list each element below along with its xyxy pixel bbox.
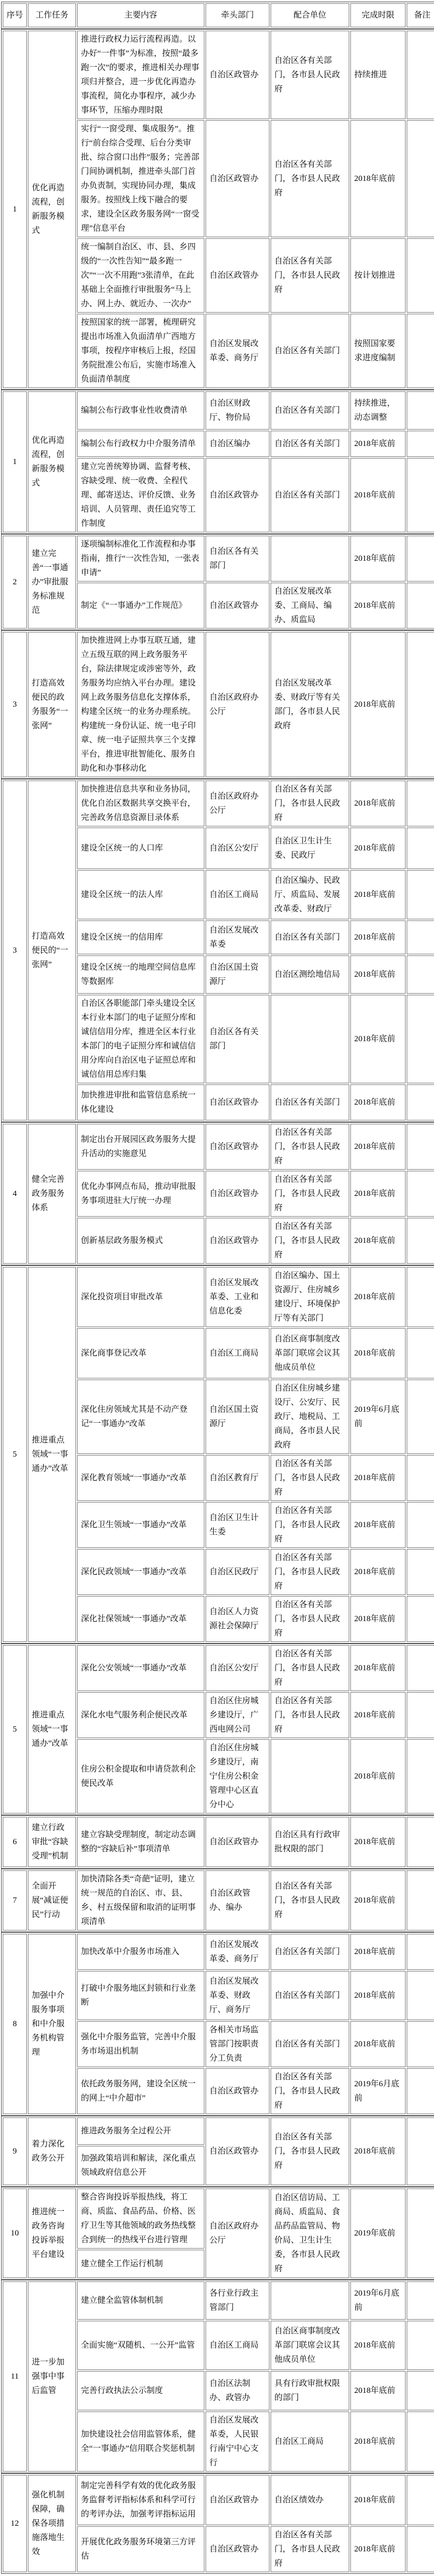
content-cell: 按照国家的统一部署，梳理研究提出市场准入负面清单广西地方事项，按程序审核后上报，经国务院批准公布后，实施市场准入负面清单制度 — [77, 314, 204, 388]
note-cell — [407, 2371, 434, 2410]
content-cell: 强化中介服务监管，完善中介服务市场退出机制 — [77, 2021, 204, 2067]
deadline-cell: 2018年底前 — [350, 1455, 406, 1501]
support-unit-cell: 自治区信访局、工商局、质监局、食品药品监管局、物价局、卫生计生委，各市县人民政府 — [271, 2188, 349, 2278]
lead-dept-cell: 自治区政府办公厅 — [206, 781, 269, 826]
task-cell: 强化机制保障，确保各项措施落地生效 — [28, 2475, 76, 2572]
note-cell — [407, 1549, 434, 1595]
support-unit-cell: 自治区各有关部门，各市县人民政府 — [271, 1171, 349, 1217]
table-row — [3, 2117, 434, 2145]
lead-dept-cell: 自治区民政厅 — [206, 1549, 269, 1595]
note-cell — [407, 781, 434, 826]
content-cell: 优化办事网点布局，推动审批服务事项进驻大厅统一办理 — [77, 1171, 204, 1217]
lead-dept-cell: 自治区各有关部门 — [206, 536, 269, 582]
note-cell — [407, 2526, 434, 2572]
support-unit-cell: 自治区商事制度改革部门联席会议其他成员单位 — [271, 1328, 349, 1378]
content-cell: 加快清除各类“奇葩”证明，建立统一规范的自治区、市、县、乡、村五级保留和取消的证明事项清单 — [77, 1870, 204, 1930]
deadline-cell: 2018年底前 — [350, 920, 406, 954]
support-unit-cell: 自治区编办、民政厅、质监局、发展改革委、财政厅 — [271, 870, 349, 919]
lead-dept-cell: 自治区政管办 — [206, 1218, 269, 1264]
lead-dept-cell: 自治区发展改革委，人民银行南宁中心支行 — [206, 2411, 269, 2472]
lead-dept-cell: 自治区发展改革委、财政厅、商务厅 — [206, 1971, 269, 2020]
table-section-12 — [1, 2116, 434, 2187]
task-cell: 推进统一政务咨询投诉举报平台建设 — [28, 2188, 76, 2278]
table-section-4 — [1, 630, 434, 779]
lead-dept-cell: 自治区编办 — [206, 431, 269, 457]
support-unit-cell: 自治区商事制度改革部门联席会议其他成员单位 — [271, 2321, 349, 2370]
content-cell: 依托政务服务网，建设全区统一的网上“中介超市” — [77, 2068, 204, 2114]
note-cell — [407, 1645, 434, 1691]
deadline-cell: 2018年底前 — [350, 1934, 406, 1970]
content-cell: 逐项编制标准化工作流程和办事指南，推行“一次性告知，一张表申请” — [77, 536, 204, 582]
content-cell: 深化教育领域“一事通办”改革 — [77, 1455, 204, 1501]
note-cell — [407, 31, 434, 119]
task-cell: 打造高效便民的政务服务“一张网” — [28, 632, 76, 777]
header-row — [3, 3, 434, 27]
task-cell: 全面开展“减证便民”行动 — [28, 1870, 76, 1930]
note-cell — [407, 2068, 434, 2114]
deadline-cell: 2018年底前 — [350, 1267, 406, 1327]
table-row — [3, 536, 434, 582]
support-unit-cell: 自治区绩效办 — [271, 2475, 349, 2525]
task-cell: 打造高效便民的“一张网” — [28, 781, 76, 1120]
lead-dept-cell: 自治区发展改革委 — [206, 920, 269, 954]
support-unit-cell: 自治区各有关部门 — [271, 431, 349, 457]
content-cell: 整合咨询投诉举报热线，将工商、质监、食品药品、价格、医疗卫生等其他领域的政务热线整合到统一的热线平台进行管理 — [77, 2188, 204, 2249]
deadline-cell: 2018年底前 — [350, 1084, 406, 1120]
note-cell — [407, 2321, 434, 2370]
content-cell: 深化民政领域“一事通办”改革 — [77, 1549, 204, 1595]
table-section-8 — [1, 1644, 434, 1815]
table-section-10 — [1, 1869, 434, 1932]
content-cell: 全面实施“双随机、一公开”监管 — [77, 2321, 204, 2370]
note-cell — [407, 1739, 434, 1814]
lead-dept-cell: 自治区卫生计生委 — [206, 1502, 269, 1548]
lead-dept-cell: 自治区公安厅 — [206, 1645, 269, 1691]
column-header-task: 工作任务 — [28, 3, 76, 27]
note-cell — [407, 120, 434, 237]
deadline-cell: 2019年6月底前 — [350, 1380, 406, 1454]
row-number: 4 — [3, 1124, 27, 1264]
row-number: 10 — [3, 2188, 27, 2278]
lead-dept-cell: 自治区住房城乡建设厅，广西电网公司 — [206, 1692, 269, 1738]
support-unit-cell: 自治区各有关部门，各市县人民政府 — [271, 120, 349, 237]
table-row — [3, 1817, 434, 1867]
support-unit-cell: 自治区各有关部门，各市县人民政府 — [271, 1870, 349, 1930]
content-cell: 住房公积金提取和申请贷款利企便民改革 — [77, 1739, 204, 1814]
deadline-cell: 2018年底前 — [350, 955, 406, 994]
deadline-cell: 2018年底前 — [350, 2021, 406, 2067]
deadline-cell: 2018年底前 — [350, 828, 406, 869]
lead-dept-cell: 各相关市场监管部门按职责分工负责 — [206, 2021, 269, 2067]
lead-dept-cell: 自治区国土资源厅 — [206, 1380, 269, 1454]
note-cell — [407, 995, 434, 1083]
deadline-cell: 持续推进，动态调整 — [350, 391, 406, 430]
content-cell: 制定出台开展园区政务服务大提升活动的实施意见 — [77, 1124, 204, 1170]
content-cell: 编制公布行政事业性收费清单 — [77, 391, 204, 430]
lead-dept-cell: 自治区公安厅 — [206, 828, 269, 869]
table-row — [3, 2281, 434, 2320]
support-unit-cell: 自治区各有关部门，各市县人民政府 — [271, 781, 349, 826]
lead-dept-cell: 自治区政管办 — [206, 2117, 269, 2185]
content-cell: 制定《“一事通办”工作规范》 — [77, 583, 204, 629]
content-cell: 深化商事登记改革 — [77, 1328, 204, 1378]
note-cell — [407, 1971, 434, 2020]
table-section-5 — [1, 779, 434, 1122]
support-unit-cell: 自治区具有行政审批权限的部门 — [271, 1817, 349, 1867]
table-section-3 — [1, 534, 434, 630]
lead-dept-cell: 自治区财政厅、物价局 — [206, 391, 269, 430]
lead-dept-cell: 自治区政管办 — [206, 2526, 269, 2572]
row-number: 9 — [3, 2117, 27, 2185]
note-cell — [407, 920, 434, 954]
deadline-cell: 2018年底前 — [350, 781, 406, 826]
note-cell — [407, 431, 434, 457]
support-unit-cell: 自治区各有关部门，各市县人民政府 — [271, 1218, 349, 1264]
content-cell: 制定完善科学有效的优化政务服务监督考评指标体系和科学可行的考评办法，加强考评指标运用 — [77, 2475, 204, 2525]
content-cell: 开展优化政务服务环境第三方评估 — [77, 2526, 204, 2572]
table-row — [3, 1267, 434, 1327]
support-unit-cell: 自治区各有关部门，各市县人民政府 — [271, 2068, 349, 2114]
lead-dept-cell: 各行业行政主管部门 — [206, 2281, 269, 2320]
row-number: 5 — [3, 1267, 27, 1642]
support-unit-cell: 自治区各有关部门 — [271, 314, 349, 388]
content-cell: 深化水电气服务利企便民改革 — [77, 1692, 204, 1738]
deadline-cell: 2019年6月底前 — [350, 2281, 406, 2320]
deadline-cell: 2018年底前 — [350, 2526, 406, 2572]
lead-dept-cell: 自治区发展改革委、工业和信息化委 — [206, 1267, 269, 1327]
table-section-15 — [1, 2473, 434, 2574]
deadline-cell: 2018年底前 — [350, 1692, 406, 1738]
lead-dept-cell: 自治区发展改革委、商务厅 — [206, 1934, 269, 1970]
column-header-content: 主要内容 — [77, 3, 204, 27]
support-unit-cell — [271, 536, 349, 582]
note-cell — [407, 2281, 434, 2320]
table-section-9 — [1, 1815, 434, 1869]
table-row — [3, 2475, 434, 2525]
table-section-6 — [1, 1122, 434, 1265]
note-cell — [407, 391, 434, 430]
lead-dept-cell: 自治区政管办 — [206, 1171, 269, 1217]
row-number: 1 — [3, 391, 27, 532]
deadline-cell: 2018年底前 — [350, 583, 406, 629]
lead-dept-cell: 自治区政管办 — [206, 2475, 269, 2525]
lead-dept-cell: 自治区各有关部门 — [206, 995, 269, 1083]
deadline-cell: 2018年底前 — [350, 1645, 406, 1691]
support-unit-cell: 自治区各有关部门，各市县人民政府 — [271, 1549, 349, 1595]
deadline-cell: 2018年底前 — [350, 2475, 406, 2525]
lead-dept-cell: 自治区政管办 — [206, 458, 269, 532]
content-cell: 深化投资项目审批改革 — [77, 1267, 204, 1327]
note-cell — [407, 2411, 434, 2472]
note-cell — [407, 314, 434, 388]
note-cell — [407, 1328, 434, 1378]
task-cell: 加强中介服务事项和中介服务机构管理 — [28, 1934, 76, 2114]
row-number: 11 — [3, 2281, 27, 2472]
content-cell: 建设全区统一的信用库 — [77, 920, 204, 954]
note-cell — [407, 828, 434, 869]
note-cell — [407, 1455, 434, 1501]
content-cell: 建立容缺受理制度，制定动态调整的“容缺后补”事项清单 — [77, 1817, 204, 1867]
row-number: 1 — [3, 31, 27, 388]
content-cell: 加快建设社会信用监管体系，健全“一事通办”信用联合奖惩机制 — [77, 2411, 204, 2472]
support-unit-cell: 自治区各有关部门，各市县人民政府 — [271, 1502, 349, 1548]
row-number: 12 — [3, 2475, 27, 2572]
deadline-cell: 2018年底前 — [350, 632, 406, 777]
deadline-cell: 2018年底前 — [350, 1817, 406, 1867]
deadline-cell: 2018年底前 — [350, 536, 406, 582]
row-number: 5 — [3, 1645, 27, 1814]
deadline-cell: 2018年底前 — [350, 995, 406, 1083]
deadline-cell: 2018年底前 — [350, 1596, 406, 1642]
lead-dept-cell: 自治区政管办 — [206, 2068, 269, 2114]
lead-dept-cell: 自治区发展改革委、商务厅 — [206, 314, 269, 388]
deadline-cell: 按计划推进 — [350, 238, 406, 313]
table-row — [3, 781, 434, 826]
deadline-cell: 2018年底前 — [350, 1739, 406, 1814]
table-section-11 — [1, 1932, 434, 2116]
note-cell — [407, 2188, 434, 2278]
deadline-cell: 2018年底前 — [350, 2321, 406, 2370]
row-number: 2 — [3, 536, 27, 629]
lead-dept-cell: 自治区工商局 — [206, 1328, 269, 1378]
content-cell: 加快推进网上办事互联互通，建立五级互联的网上政务服务平台，除法律规定或涉密等外，政务服务均应纳入平台办理。建设网上政务服务信息化支撑体系，构建全区统一的业务办理系统。构建统一身份认证、统一电子印章、统一电子证照共享三个支撑平台，推进审批智能化、服务自助化和办事移动化 — [77, 632, 204, 777]
deadline-cell: 2018年底前 — [350, 1328, 406, 1378]
content-cell: 建设全区统一的地理空间信息库等数据库 — [77, 955, 204, 994]
note-cell — [407, 1267, 434, 1327]
support-unit-cell: 自治区各有关部门，各市县人民政府 — [271, 238, 349, 313]
content-cell: 实行“一窗受理、集成服务”。推行“前台综合受理、后台分类审批、综合窗口出件”服务；完善部门间协调机制，推进牵头部门首办负责制，实现协同办理，集成服务。按照线上线下融合的要求，建设全区政务服务网“一窗受理”信息平台 — [77, 120, 204, 237]
content-cell: 加快推进信息共享和业务协同，优化自治区数据共享交换平台，完善政务信息资源目录体系 — [77, 781, 204, 826]
lead-dept-cell: 自治区工商局 — [206, 2321, 269, 2370]
lead-dept-cell: 自治区政府办公厅 — [206, 2188, 269, 2278]
content-cell: 建设全区统一的人口库 — [77, 828, 204, 869]
note-cell — [407, 1084, 434, 1120]
note-cell — [407, 955, 434, 994]
support-unit-cell: 自治区各有关部门，各市县人民政府 — [271, 2526, 349, 2572]
content-cell: 建立完善统筹协调、监督考核、容缺受理、统一收费、全程代理、邮寄送达、评价反馈、业务培训、人员管理、责任追究等工作制度 — [77, 458, 204, 532]
support-unit-cell: 自治区各有关部门 — [271, 391, 349, 430]
lead-dept-cell: 自治区政管办 — [206, 1084, 269, 1120]
deadline-cell: 2018年底前 — [350, 120, 406, 237]
deadline-cell: 2018年底前 — [350, 1870, 406, 1930]
support-unit-cell: 自治区各有关部门 — [271, 1084, 349, 1120]
support-unit-cell: 自治区各有关部门，各市县人民政府 — [271, 2117, 349, 2185]
content-cell: 建立健全工作运行机制 — [77, 2250, 204, 2278]
note-cell — [407, 1124, 434, 1170]
content-cell: 创新基层政务服务模式 — [77, 1218, 204, 1264]
content-cell: 加强政策培训和解读，深化重点领域政府信息公开 — [77, 2146, 204, 2185]
lead-dept-cell: 自治区国土资源厅 — [206, 955, 269, 994]
note-cell — [407, 2475, 434, 2525]
table-row — [3, 1124, 434, 1170]
table-row — [3, 1934, 434, 1970]
note-cell — [407, 458, 434, 532]
support-unit-cell: 自治区各有关部门 — [271, 1971, 349, 2020]
support-unit-cell: 自治区各有关部门，各市县人民政府 — [271, 1645, 349, 1691]
content-cell: 建立健全监管体制机制 — [77, 2281, 204, 2320]
deadline-cell: 2018年底前 — [350, 431, 406, 457]
note-cell — [407, 1171, 434, 1217]
table-row — [3, 391, 434, 430]
support-unit-cell — [271, 2281, 349, 2320]
content-cell: 推进政务服务全过程公开 — [77, 2117, 204, 2145]
lead-dept-cell: 自治区住房城乡建设厅，南宁住房公积金管理中心区直分中心 — [206, 1739, 269, 1814]
content-cell: 加快改革中介服务市场准入 — [77, 1934, 204, 1970]
lead-dept-cell: 自治区政管办 — [206, 583, 269, 629]
content-cell: 推进行政权力运行流程再造。以办好“一件事”为标准，按照“最多跑一次”的要求，推进相关办理事项归并整合，进一步优化再造办事流程，简化办事程序，减少办事环节，压缩办理时限 — [77, 31, 204, 119]
note-cell — [407, 536, 434, 582]
support-unit-cell: 自治区各有关部门 — [271, 1934, 349, 1970]
support-unit-cell: 自治区各有关部门 — [271, 920, 349, 954]
content-cell: 深化公安领域“一事通办”改革 — [77, 1645, 204, 1691]
deadline-cell: 2018年底前 — [350, 1502, 406, 1548]
row-number: 3 — [3, 632, 27, 777]
lead-dept-cell: 自治区政管办 — [206, 238, 269, 313]
deadline-cell: 2018年底前 — [350, 2371, 406, 2410]
deadline-cell: 按照国家要求进度编制 — [350, 314, 406, 388]
row-number: 8 — [3, 1934, 27, 2114]
note-cell — [407, 2117, 434, 2185]
lead-dept-cell: 自治区人力资源社会保障厅 — [206, 1596, 269, 1642]
task-cell: 建立行政审批“容缺受理”机制 — [28, 1817, 76, 1867]
deadline-cell: 2019年6月底前 — [350, 2068, 406, 2114]
row-number: 7 — [3, 1870, 27, 1930]
note-cell — [407, 1870, 434, 1930]
task-cell: 优化再造流程，创新服务模式 — [28, 31, 76, 388]
lead-dept-cell: 自治区工商局 — [206, 870, 269, 919]
lead-dept-cell: 自治区法制办、政管办 — [206, 2371, 269, 2410]
support-unit-cell: 自治区编办、国土资源厅、住房城乡建设厅、环境保护厅等有关部门 — [271, 1267, 349, 1327]
note-cell — [407, 1218, 434, 1264]
task-cell: 进一步加强事中事后监管 — [28, 2281, 76, 2472]
lead-dept-cell: 自治区政管办 — [206, 1124, 269, 1170]
content-cell: 深化社保领域“一事通办”改革 — [77, 1596, 204, 1642]
table-header — [1, 2, 434, 29]
note-cell — [407, 2021, 434, 2067]
task-cell: 着力深化政务公开 — [28, 2117, 76, 2185]
task-cell: 健全完善政务服务体系 — [28, 1124, 76, 1264]
table-section-14 — [1, 2280, 434, 2473]
table-row — [3, 31, 434, 119]
note-cell — [407, 1817, 434, 1867]
note-cell — [407, 870, 434, 919]
note-cell — [407, 583, 434, 629]
support-unit-cell: 自治区各有关部门 — [271, 458, 349, 532]
table-row — [3, 1645, 434, 1691]
deadline-cell: 2018年底前 — [350, 2411, 406, 2472]
deadline-cell: 2019年底前 — [350, 2188, 406, 2278]
support-unit-cell: 自治区工商局 — [271, 2411, 349, 2472]
support-unit-cell: 自治区发展改革委、工商局、编办、质监局 — [271, 583, 349, 629]
task-cell: 建立完善“一事通办”审批服务标准规范 — [28, 536, 76, 629]
deadline-cell: 2018年底前 — [350, 2117, 406, 2185]
deadline-cell: 2018年底前 — [350, 1124, 406, 1170]
content-cell: 深化卫生领域“一事通办”改革 — [77, 1502, 204, 1548]
note-cell — [407, 238, 434, 313]
lead-dept-cell: 自治区政管办、编办 — [206, 1870, 269, 1930]
support-unit-cell: 自治区测绘地信局 — [271, 955, 349, 994]
column-header-no: 序号 — [3, 3, 27, 27]
support-unit-cell: 具有行政审批权限的部门 — [271, 2371, 349, 2410]
note-cell — [407, 632, 434, 777]
support-unit-cell: 自治区住房城乡建设厅、公安厅、民政厅、地税局、工商局，各市县人民政府 — [271, 1380, 349, 1454]
content-cell: 统一编制自治区、市、县、乡四级的“一次性告知”“最多跑一次”“一次不用跑”3张清单，在此基础上全面推行审批服务“马上办、网上办、就近办、一次办” — [77, 238, 204, 313]
content-cell: 建设全区统一的法人库 — [77, 870, 204, 919]
content-cell: 编制公布行政权力中介服务清单 — [77, 431, 204, 457]
column-header-support: 配合单位 — [271, 3, 349, 27]
content-cell: 加快推进审批和监管信息系统一体化建设 — [77, 1084, 204, 1120]
deadline-cell: 持续推进 — [350, 31, 406, 119]
table-section-13 — [1, 2187, 434, 2280]
deadline-cell: 2018年底前 — [350, 1218, 406, 1264]
table-row — [3, 1870, 434, 1930]
table-section-2 — [1, 390, 434, 534]
deadline-cell: 2018年底前 — [350, 870, 406, 919]
support-unit-cell: 自治区各有关部门，各市县人民政府 — [271, 31, 349, 119]
lead-dept-cell: 自治区政管办 — [206, 1817, 269, 1867]
column-header-lead: 牵头部门 — [206, 3, 269, 27]
note-cell — [407, 1502, 434, 1548]
support-unit-cell — [271, 1739, 349, 1814]
row-number: 6 — [3, 1817, 27, 1867]
table-section-7 — [1, 1265, 434, 1644]
note-cell — [407, 1596, 434, 1642]
content-cell: 完善行政执法公示制度 — [77, 2371, 204, 2410]
task-cell: 推进重点领域“一事通办”改革 — [28, 1267, 76, 1642]
column-header-note: 备注 — [407, 3, 434, 27]
support-unit-cell: 自治区各有关部门，各市县人民政府 — [271, 1124, 349, 1170]
lead-dept-cell: 自治区教育厅 — [206, 1455, 269, 1501]
row-number: 3 — [3, 781, 27, 1120]
lead-dept-cell: 自治区政管办 — [206, 120, 269, 237]
lead-dept-cell: 自治区政府办公厅 — [206, 632, 269, 777]
task-cell: 优化再造流程，创新服务模式 — [28, 391, 76, 532]
support-unit-cell: 自治区各有关部门，各市县人民政府 — [271, 1596, 349, 1642]
support-unit-cell: 自治区卫生计生委、民政厅 — [271, 828, 349, 869]
support-unit-cell: 自治区发展改革委、财政厅等有关部门，各市县人民政府 — [271, 632, 349, 777]
deadline-cell: 2018年底前 — [350, 1549, 406, 1595]
content-cell: 自治区各职能部门牵头建设全区本行业本部门的电子证照分库和诚信信用分库，推进全区本行业本部门的电子证照分库和诚信信用分库向自治区电子证照总库和诚信信用总库归集 — [77, 995, 204, 1083]
deadline-cell: 2018年底前 — [350, 458, 406, 532]
task-cell: 推进重点领域“一事通办”改革 — [28, 1645, 76, 1814]
deadline-cell: 2018年底前 — [350, 1971, 406, 2020]
table-row — [3, 632, 434, 777]
table-section-1 — [1, 29, 434, 390]
support-unit-cell: 自治区各有关部门 — [271, 2021, 349, 2067]
content-cell: 深化住房领域尤其是不动产登记“一事通办”改革 — [77, 1380, 204, 1454]
support-unit-cell: 自治区各有关部门，各市县人民政府 — [271, 1692, 349, 1738]
support-unit-cell — [271, 995, 349, 1083]
content-cell: 打破中介服务地区封锁和行业垄断 — [77, 1971, 204, 2020]
support-unit-cell: 自治区各有关部门，各市县人民政府 — [271, 1455, 349, 1501]
note-cell — [407, 1380, 434, 1454]
table-row — [3, 2188, 434, 2249]
note-cell — [407, 1692, 434, 1738]
deadline-cell: 2018年底前 — [350, 1171, 406, 1217]
note-cell — [407, 1934, 434, 1970]
column-header-deadline: 完成时限 — [350, 3, 406, 27]
lead-dept-cell: 自治区政管办 — [206, 31, 269, 119]
